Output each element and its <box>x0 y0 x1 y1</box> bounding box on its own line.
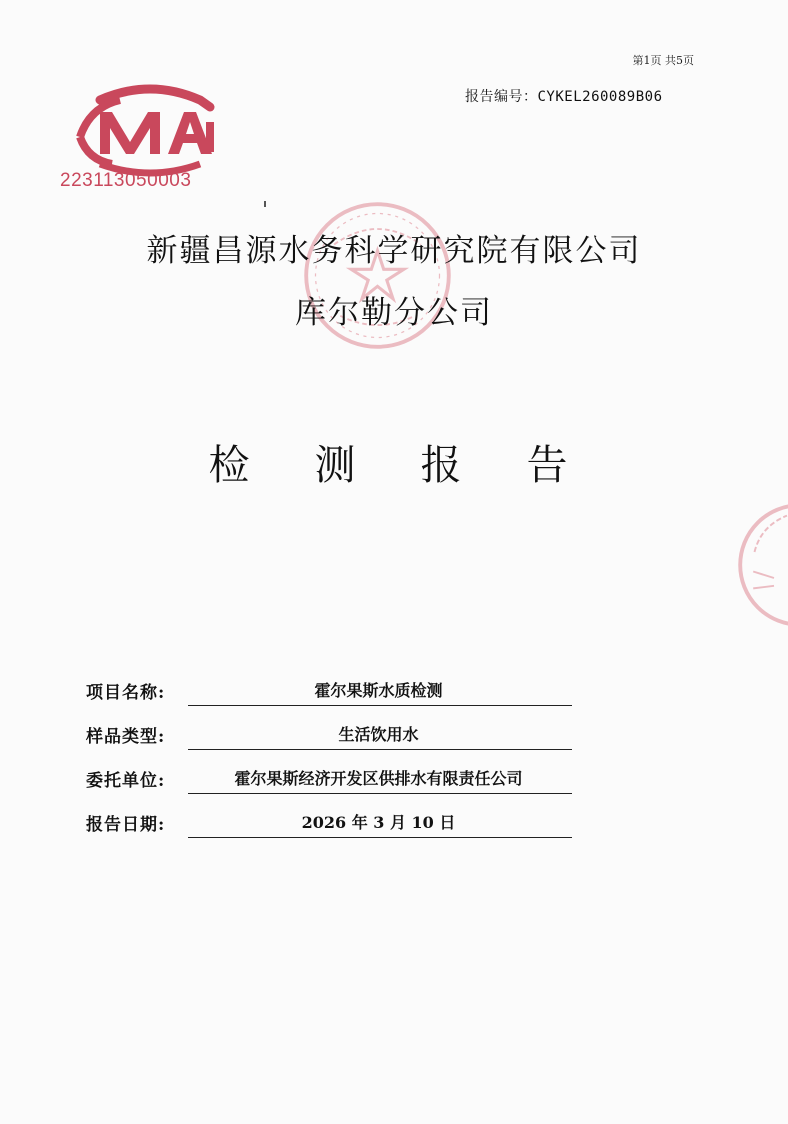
detail-value: 霍尔果斯水质检测 <box>314 681 443 700</box>
scan-mark <box>264 201 266 207</box>
underline <box>188 749 572 750</box>
underline <box>188 837 572 838</box>
detail-value: 霍尔果斯经济开发区供排水有限责任公司 <box>234 769 523 788</box>
detail-label: 委托单位: <box>86 771 166 791</box>
cma-certificate-code: 223113050003 <box>60 170 192 191</box>
detail-row-project <box>86 676 576 720</box>
detail-label: 样品类型: <box>86 727 166 747</box>
detail-row-client <box>86 764 576 808</box>
detail-value: 生活饮用水 <box>338 725 419 744</box>
detail-label: 项目名称: <box>86 683 166 703</box>
detail-row-report-date <box>86 808 576 852</box>
detail-label: 报告日期: <box>86 815 166 835</box>
organization-branch: 库尔勒分公司 <box>295 295 493 331</box>
report-number-value: CYKEL260089B06 <box>537 89 663 105</box>
document-title: 检 测 报 告 <box>208 441 594 489</box>
detail-value: 2026 年 3 月 10 日 <box>301 813 456 832</box>
detail-row-sample-type <box>86 720 576 764</box>
report-number-label: 报告编号： <box>465 89 538 105</box>
report-details <box>86 676 576 852</box>
report-number <box>465 86 663 106</box>
company-seal-edge <box>735 500 788 630</box>
underline <box>188 793 572 794</box>
organization-name: 新疆昌源水务科学研究院有限公司 <box>146 233 642 269</box>
underline <box>188 705 572 706</box>
page-number: 第1页 共5页 <box>632 54 694 67</box>
